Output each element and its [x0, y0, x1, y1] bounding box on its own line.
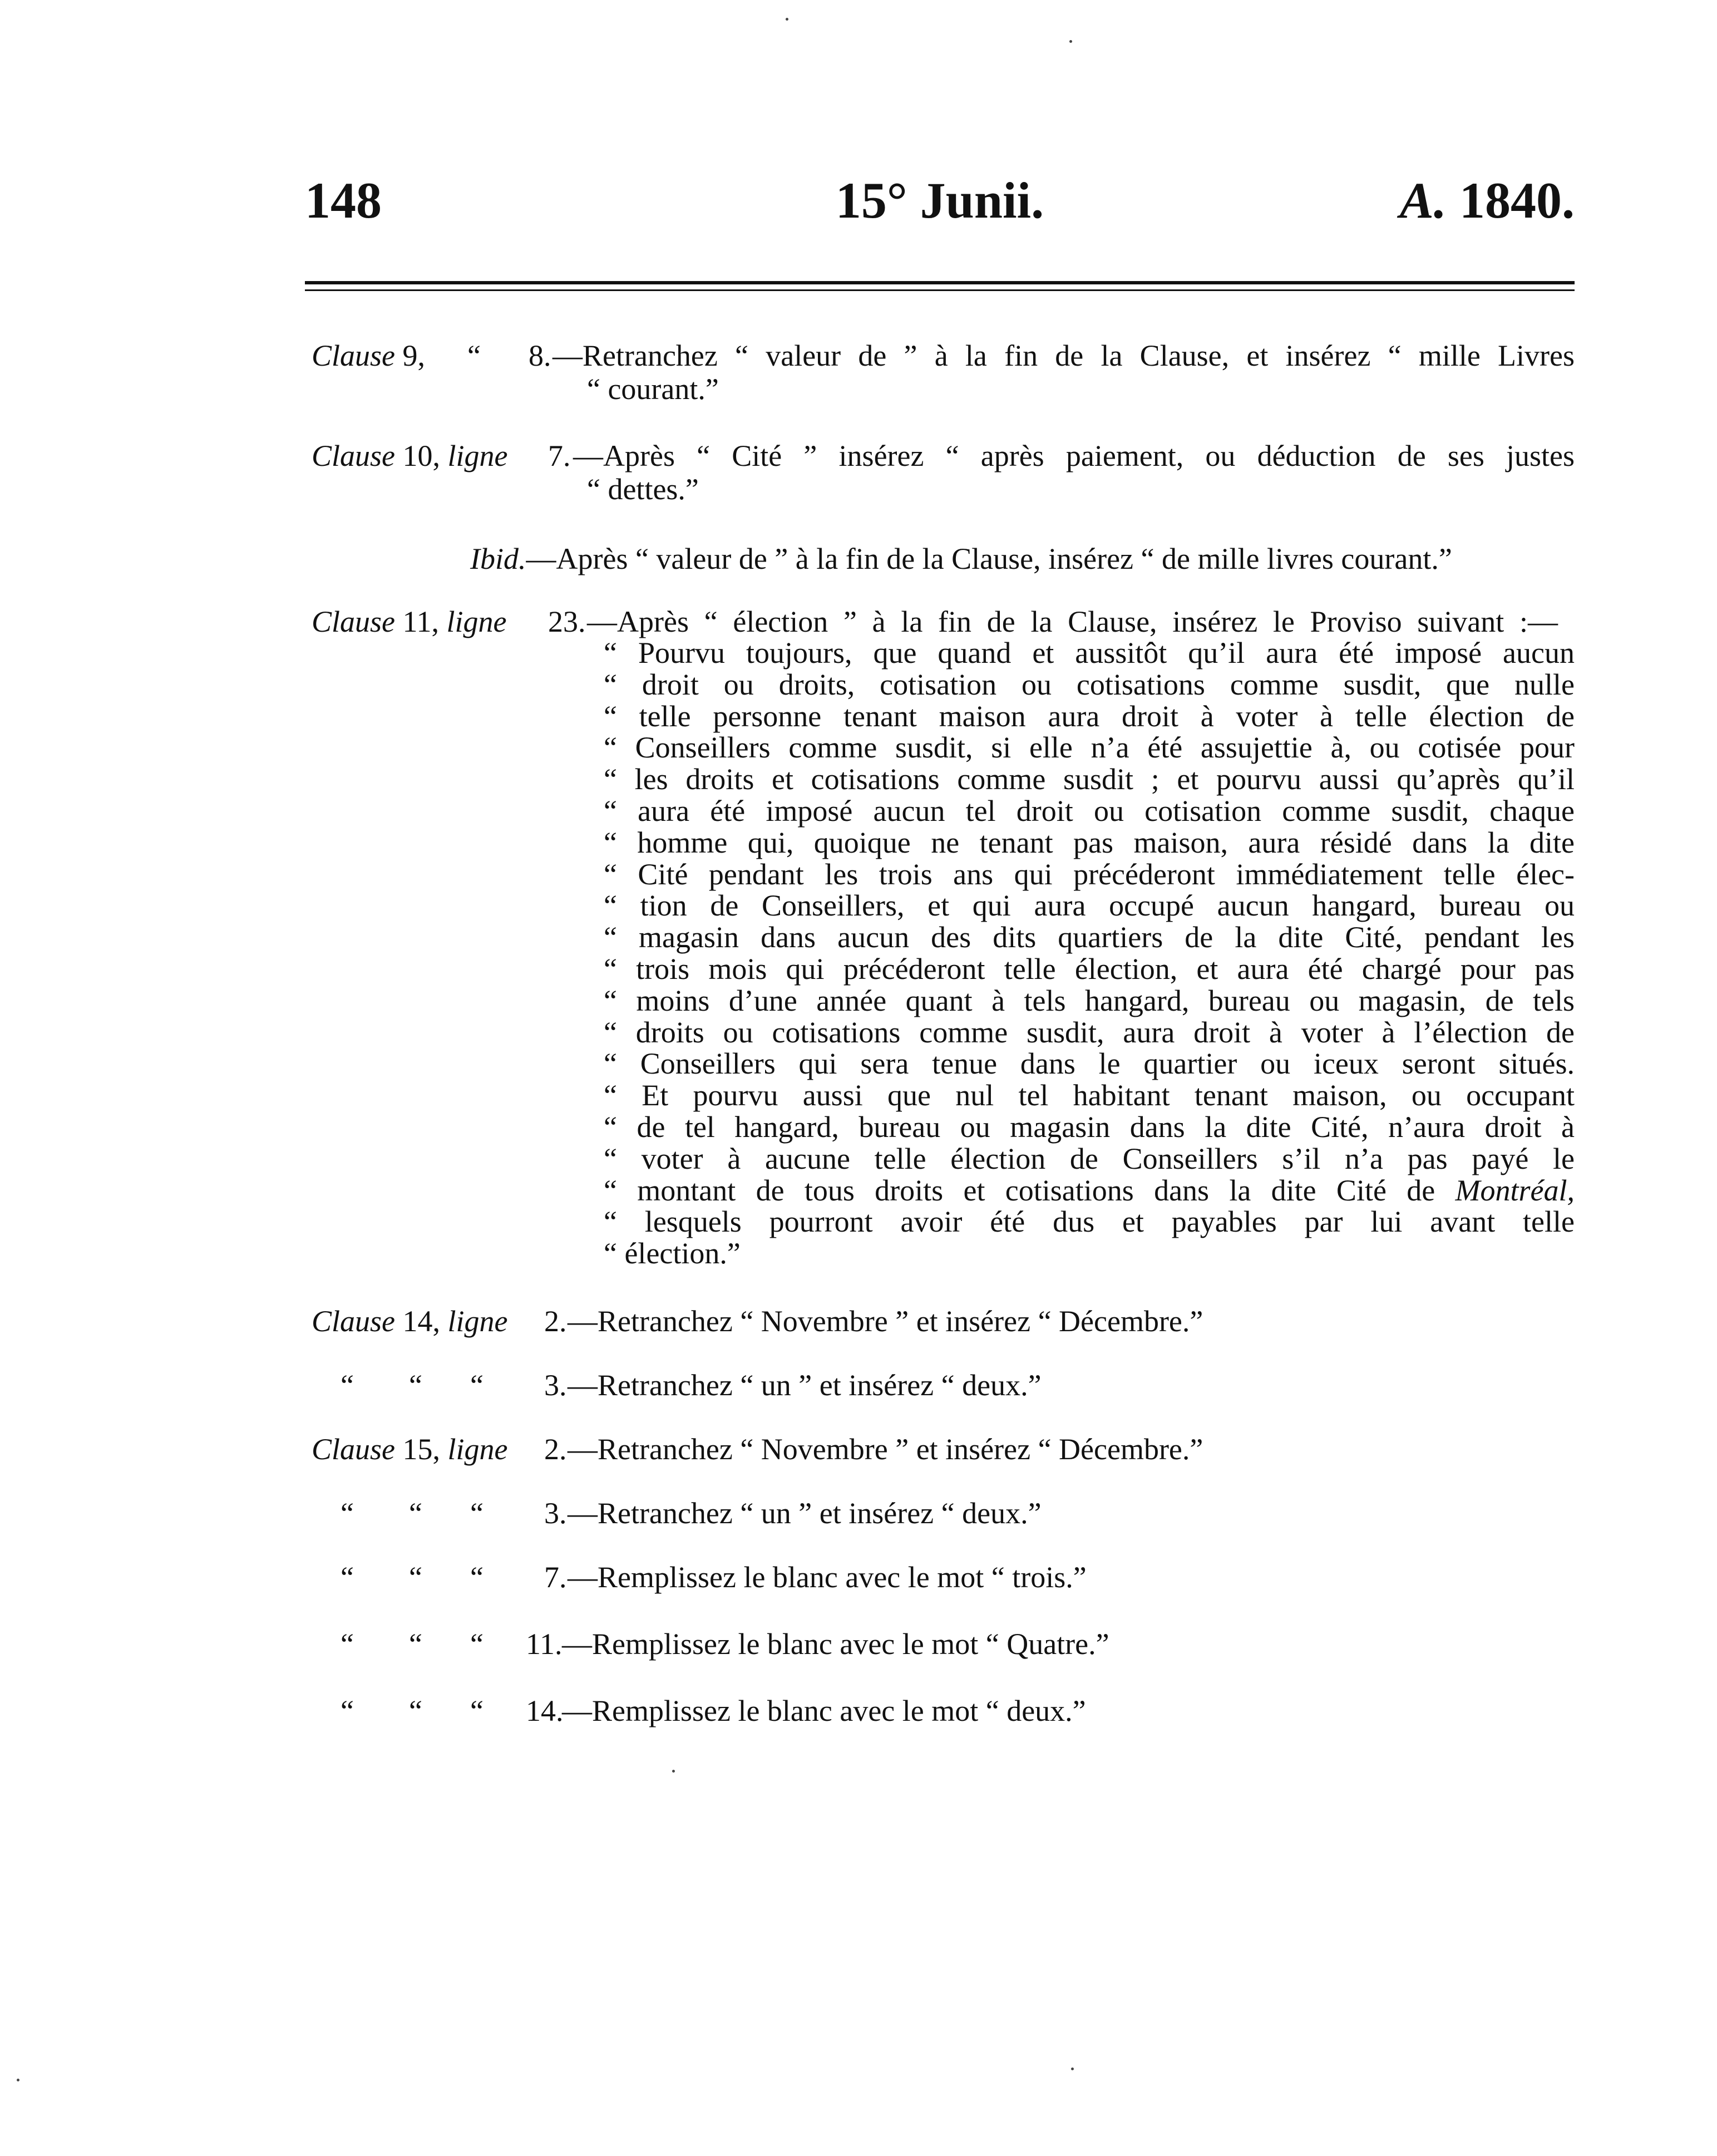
ditto-mark: “: [470, 1561, 483, 1594]
proviso-line: “ homme qui, quoique ne tenant pas maison, aura résidé dans la dite: [604, 825, 1575, 859]
header-rule-thin: [305, 289, 1575, 291]
proviso-line: “ aura été imposé aucun tel droit ou cotisation comme susdit, chaque: [604, 794, 1575, 828]
line-ref: 11.: [526, 1627, 563, 1661]
proviso-line: “ les droits et cotisations comme susdit ; et pourvu aussi qu’après qu’il: [604, 762, 1575, 796]
entry-text-line: —Retranchez “ un ” et insérez “ deux.”: [568, 1497, 1042, 1530]
ditto-mark: “: [470, 1694, 483, 1727]
ditto-mark: “: [409, 1369, 422, 1402]
scan-speck: [1069, 40, 1072, 43]
entry-text-line: —Retranchez “ un ” et insérez “ deux.”: [568, 1369, 1042, 1402]
entry-text-line: —Remplissez le blanc avec le mot “ deux.”: [562, 1694, 1086, 1727]
entry-text-line: —Remplissez le blanc avec le mot “ Quatre.”: [562, 1627, 1109, 1661]
scan-speck: [672, 1770, 675, 1773]
entry-text-line: “ dettes.”: [587, 472, 699, 506]
place-name: Montréal,: [1455, 1173, 1575, 1207]
entry-text-line: —Après “ valeur de ” à la fin de la Clause, insérez “ de mille livres courant.”: [526, 542, 1452, 575]
ditto-mark: “: [341, 1497, 354, 1530]
ditto-mark: “: [341, 1627, 354, 1661]
clause-label: Clause 14, ligne: [312, 1305, 508, 1338]
clause-label: Clause 9,: [312, 339, 426, 372]
proviso-line: “ Et pourvu aussi que nul tel habitant tenant maison, ou occupant: [604, 1079, 1575, 1113]
page-header: [305, 167, 1575, 234]
scan-speck: [786, 18, 788, 21]
line-ref: 2.: [544, 1433, 567, 1466]
line-ref: 7.: [544, 1561, 567, 1594]
proviso-line: “ Conseillers comme susdit, si elle n’a été assujettie à, ou cotisée pour: [604, 731, 1575, 765]
header-year: [1400, 167, 1575, 234]
line-ref: 14.: [526, 1694, 564, 1727]
header-rule-thick: [305, 281, 1575, 284]
proviso-line: “ lesquels pourront avoir été dus et payables par lui avant telle: [604, 1205, 1575, 1239]
line-ref: 3.: [544, 1369, 567, 1402]
ditto-mark: “: [409, 1627, 422, 1661]
header-date: 15° Junii.: [835, 172, 1044, 229]
page-number: 148: [305, 172, 382, 229]
proviso-line: “ moins d’une année quant à tels hangard, bureau ou magasin, de tels: [604, 983, 1575, 1017]
scan-speck: [17, 2079, 19, 2081]
entry-text-line: —Retranchez “ Novembre ” et insérez “ Décembre.”: [568, 1433, 1203, 1466]
proviso-line: “ tion de Conseillers, et qui aura occupé aucun hangard, bureau ou: [604, 889, 1575, 923]
ditto-mark: “: [470, 1369, 483, 1402]
proviso-line: “ Conseillers qui sera tenue dans le quartier ou iceux seront situés.: [604, 1047, 1575, 1081]
line-ref: 8.: [529, 339, 551, 372]
ditto-mark: “: [409, 1497, 422, 1530]
line-ref: 23.: [548, 605, 586, 638]
entry-text-line: —Après “ Cité ” insérez “ après paiement, ou déduction de ses justes: [573, 439, 1575, 472]
ditto-mark: “: [409, 1561, 422, 1594]
clause-label: Clause 11, ligne: [312, 605, 507, 638]
proviso-line: “ trois mois qui précéderont telle élection, et aura été chargé pour pas: [604, 952, 1575, 986]
ditto-mark: “: [467, 339, 481, 372]
proviso-line: “ montant de tous droits et cotisations dans la dite Cité de Montréal,: [604, 1173, 1575, 1207]
proviso-line: “ droit ou droits, cotisation ou cotisations comme susdit, que nulle: [604, 667, 1575, 701]
ditto-mark: “: [470, 1497, 483, 1530]
ditto-mark: “: [341, 1561, 354, 1594]
ibid-label: Ibid.: [470, 542, 526, 575]
proviso-line: “ élection.”: [604, 1237, 741, 1271]
proviso-line: “ droits ou cotisations comme susdit, aura droit à voter à l’élection de: [604, 1015, 1575, 1049]
year-value: 1840.: [1459, 172, 1575, 229]
proviso-line: “ voter à aucune telle élection de Conseillers s’il n’a pas payé le: [604, 1141, 1575, 1175]
proviso-text: [604, 637, 1575, 1269]
ditto-mark: “: [341, 1694, 354, 1727]
entry-text-line: —Après “ élection ” à la fin de la Clause, insérez le Proviso suivant :—: [587, 605, 1558, 638]
proviso-line: “ Cité pendant les trois ans qui précéderont immédiatement telle élec-: [604, 857, 1575, 891]
proviso-line: “ Pourvu toujours, que quand et aussitôt qu’il aura été imposé aucun: [604, 636, 1575, 670]
line-ref: 7.: [548, 439, 571, 472]
entry-text-line: —Retranchez “ valeur de ” à la fin de la Clause, et insérez “ mille Livres: [552, 339, 1575, 372]
proviso-line: “ magasin dans aucun des dits quartiers de la dite Cité, pendant les: [604, 921, 1575, 954]
proviso-line: “ de tel hangard, bureau ou magasin dans la dite Cité, n’aura droit à: [604, 1110, 1575, 1144]
line-ref: 2.: [544, 1305, 567, 1338]
entry-text-line: —Retranchez “ Novembre ” et insérez “ Décembre.”: [568, 1305, 1203, 1338]
line-ref: 3.: [544, 1497, 567, 1530]
ditto-mark: “: [409, 1694, 422, 1727]
entry-text-line: —Remplissez le blanc avec le mot “ trois.”: [568, 1561, 1087, 1594]
clause-label: Clause 10, ligne: [312, 439, 508, 472]
clause-label: Clause 15, ligne: [312, 1433, 508, 1466]
scan-speck: [1071, 2068, 1074, 2070]
ditto-mark: “: [341, 1369, 354, 1402]
ditto-mark: “: [470, 1627, 483, 1661]
entry-text-line: “ courant.”: [587, 372, 719, 406]
year-prefix: A.: [1399, 172, 1447, 229]
proviso-line: “ telle personne tenant maison aura droit à voter à telle élection de: [604, 699, 1575, 733]
